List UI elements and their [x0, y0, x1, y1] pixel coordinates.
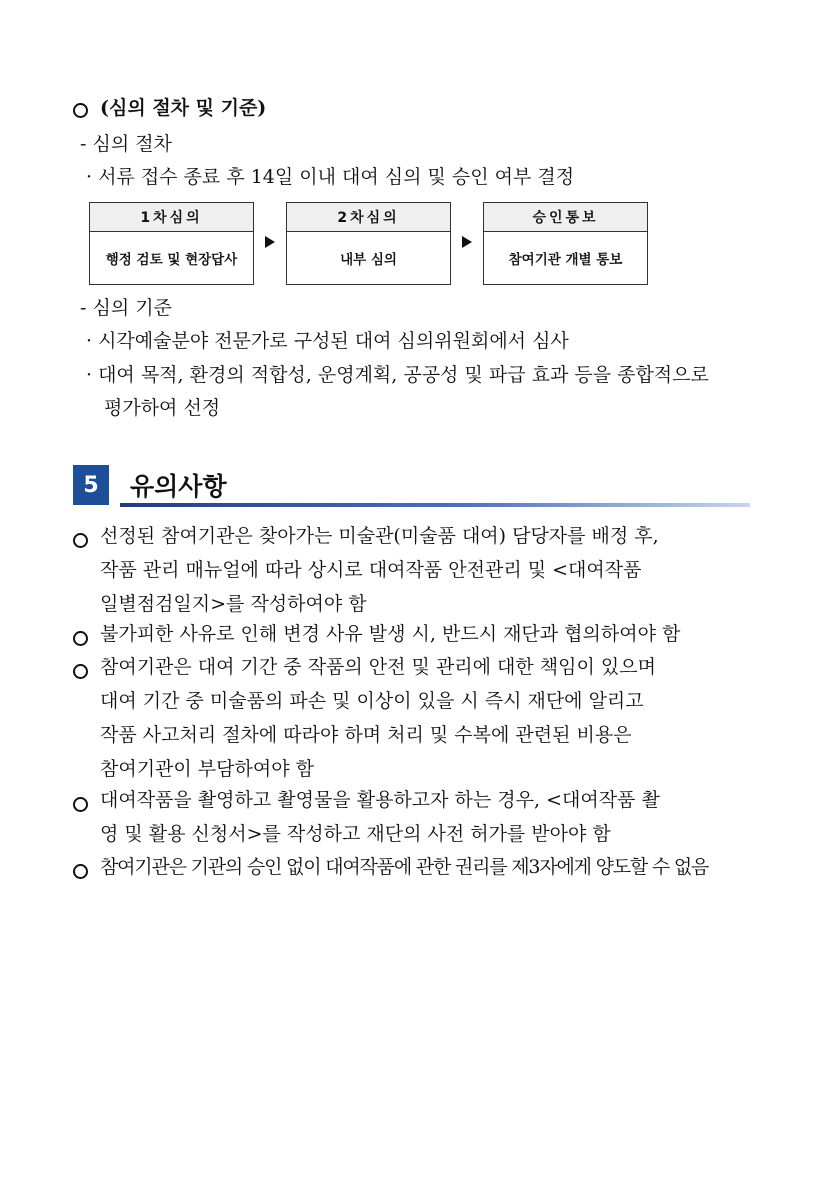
procedure-title: - 심의 절차: [80, 133, 172, 155]
criteria-item-continued: 평가하여 선정: [104, 397, 221, 419]
flow-step-head: 2차심의: [287, 203, 450, 232]
flow-step-1: [89, 202, 254, 285]
criteria-item: · 시각예술분야 전문가로 구성된 대여 심의위원회에서 심사: [86, 330, 569, 352]
note-item: [100, 617, 680, 651]
review-heading: (심의 절차 및 기준): [100, 97, 267, 119]
circle-bullet-icon: [73, 864, 88, 879]
circle-bullet-icon: [73, 533, 88, 548]
flow-step-body: 참여기관 개별 통보: [508, 252, 623, 268]
criteria-item: · 대여 목적, 환경의 적합성, 운영계획, 공공성 및 파급 효과 등을 종합적으로: [86, 364, 709, 386]
note-line: 작품 사고처리 절차에 따라야 하며 처리 및 수복에 관련된 비용은: [100, 724, 632, 746]
note-item: [100, 783, 660, 851]
flow-step-body: 내부 심의: [340, 252, 397, 268]
section-number-badge: 5: [73, 465, 109, 505]
note-item: [100, 650, 656, 786]
flow-step-2: [286, 202, 451, 285]
note-line: 참여기관은 기관의 승인 없이 대여작품에 관한 권리를 제3자에게 양도할 수 없음: [100, 856, 709, 878]
procedure-item: · 서류 접수 종료 후 14일 이내 대여 심의 및 승인 여부 결정: [86, 166, 575, 188]
note-line: 대여작품을 촬영하고 촬영물을 활용하고자 하는 경우, <대여작품 촬: [100, 789, 660, 811]
note-line: 참여기관이 부담하여야 함: [100, 758, 314, 780]
section-divider: [120, 503, 750, 507]
note-line: 선정된 참여기관은 찾아가는 미술관(미술품 대여) 담당자를 배정 후,: [100, 525, 659, 547]
note-line: 불가피한 사유로 인해 변경 사유 발생 시, 반드시 재단과 협의하여야 함: [100, 623, 681, 645]
circle-bullet-icon: [73, 664, 88, 679]
note-line: 참여기관은 대여 기간 중 작품의 안전 및 관리에 대한 책임이 있으며: [100, 656, 656, 678]
flow-step-body: 행정 검토 및 현장답사: [105, 252, 238, 268]
note-line: 대여 기간 중 미술품의 파손 및 이상이 있을 시 즉시 재단에 알리고: [100, 690, 644, 712]
arrow-right-icon: [462, 236, 472, 248]
flow-step-head: 1차심의: [90, 203, 253, 232]
note-line: 작품 관리 매뉴얼에 따라 상시로 대여작품 안전관리 및 <대여작품: [100, 559, 642, 581]
note-item: [100, 850, 708, 884]
flow-step-head: 승인통보: [484, 203, 647, 232]
note-line: 영 및 활용 신청서>를 작성하고 재단의 사전 허가를 받아야 함: [100, 823, 611, 845]
circle-bullet-icon: [73, 797, 88, 812]
note-line: 일별점검일지>를 작성하여야 함: [100, 593, 367, 615]
note-item: [100, 519, 659, 621]
flow-step-3: [483, 202, 648, 285]
criteria-title: - 심의 기준: [80, 297, 172, 319]
circle-bullet-icon: [73, 103, 88, 118]
circle-bullet-icon: [73, 631, 88, 646]
arrow-right-icon: [265, 236, 275, 248]
section-title: 유의사항: [130, 472, 227, 501]
